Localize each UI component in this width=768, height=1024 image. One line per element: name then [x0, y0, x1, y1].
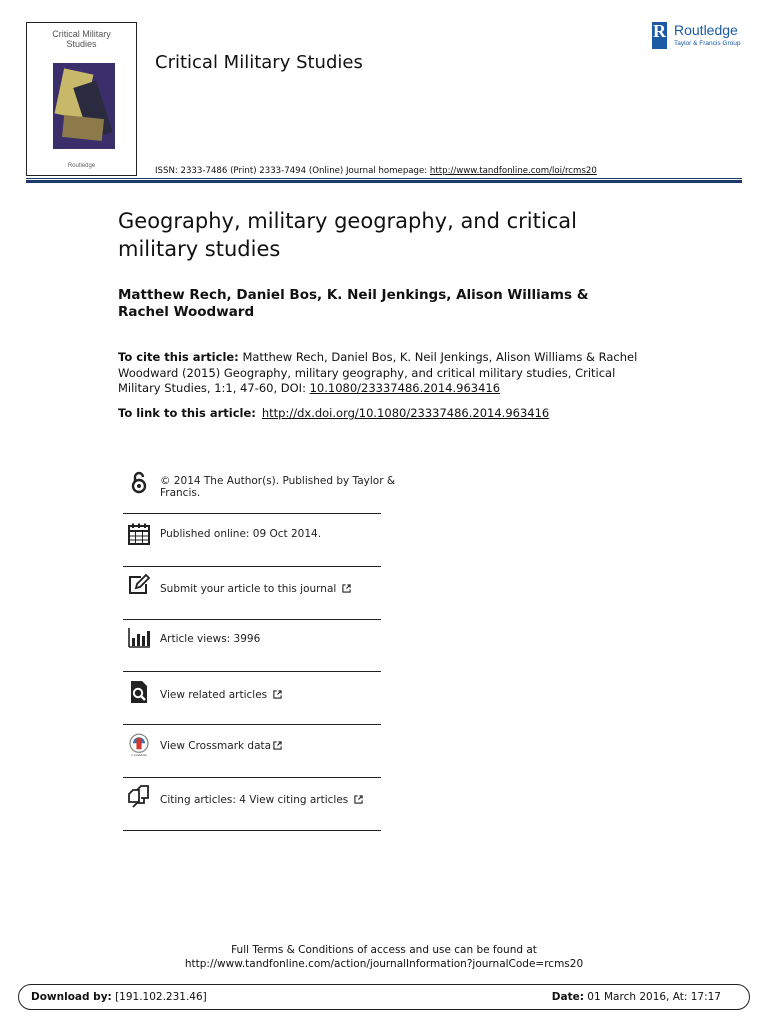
cite-doi-link[interactable]: 10.1080/23337486.2014.963416 — [309, 381, 501, 395]
open-access-row — [123, 468, 396, 514]
submit-article-row[interactable] — [123, 567, 381, 620]
journal-homepage-link[interactable]: http://www.tandfonline.com/loi/rcms20 — [429, 166, 597, 176]
external-link-icon — [342, 584, 351, 593]
related-articles-link[interactable] — [160, 689, 282, 701]
calendar-icon — [127, 522, 151, 546]
download-date — [552, 991, 721, 1003]
article-views-text: Article views: 3996 — [160, 633, 261, 645]
search-document-icon — [127, 680, 151, 704]
related-articles-row[interactable] — [123, 672, 381, 725]
copyright-line-2: Francis. — [160, 487, 201, 499]
submit-article-link[interactable] — [160, 583, 351, 595]
download-label: Download by: — [31, 991, 112, 1003]
journal-cover-image — [26, 22, 137, 176]
issn-text: ISSN: 2333-7486 (Print) 2333-7494 (Online) Journal homepage: — [155, 166, 428, 176]
citing-articles-label: Citing articles: 4 View citing articles — [160, 794, 349, 806]
citing-articles-row[interactable] — [123, 778, 381, 831]
published-online-row — [123, 514, 381, 567]
header-divider-thin — [26, 178, 742, 179]
article-doi-link[interactable]: http://dx.doi.org/10.1080/23337486.2014.963416 — [261, 406, 550, 420]
issn-line — [155, 166, 597, 176]
external-link-icon — [273, 690, 282, 699]
publisher-logo[interactable] — [652, 22, 752, 54]
cover-artwork — [53, 63, 115, 149]
download-by — [31, 991, 207, 1003]
header-divider — [26, 180, 742, 183]
copyright-text — [160, 475, 395, 499]
related-articles-label: View related articles — [160, 689, 268, 701]
publisher-group: Taylor & Francis Group — [674, 40, 741, 47]
terms-notice — [0, 943, 768, 971]
cover-publisher: Routledge — [67, 163, 96, 169]
publisher-name: Routledge — [674, 22, 738, 38]
published-online-text: Published online: 09 Oct 2014. — [160, 528, 322, 540]
external-link-icon — [354, 795, 363, 804]
crossmark-icon — [127, 733, 151, 757]
submit-article-label: Submit your article to this journal — [160, 583, 337, 595]
bar-chart-icon — [127, 626, 151, 650]
routledge-logo-icon: R — [652, 22, 667, 49]
terms-line-1: Full Terms & Conditions of access and use can be found at — [231, 944, 537, 956]
external-link-icon — [273, 741, 282, 750]
edit-icon — [127, 573, 151, 597]
citation-block — [118, 350, 648, 397]
article-views-row — [123, 620, 381, 672]
download-ip: [191.102.231.46] — [115, 991, 207, 1003]
date-label: Date: — [551, 991, 584, 1003]
open-access-icon — [127, 470, 151, 494]
article-authors: Matthew Rech, Daniel Bos, K. Neil Jenkings, Alison Williams & Rachel Woodward — [118, 287, 589, 320]
journal-title: Critical Military Studies — [155, 52, 363, 73]
cite-label: To cite this article: — [118, 350, 239, 364]
citing-icon — [127, 785, 151, 809]
article-link-block — [118, 406, 658, 421]
crossmark-icon-label: CrossMark — [131, 753, 147, 757]
cite-text: Matthew Rech, Daniel Bos, K. Neil Jenkings, Alison Williams & Rachel Woodward (2015) Geography, military geography, and critical military studies, Critical Military Studies, 1:1, 47-60, DOI: — [118, 350, 638, 395]
cover-title: Critical Military Studies — [52, 29, 111, 49]
article-title: Geography, military geography, and critical military studies — [118, 209, 577, 261]
date-value: 01 March 2016, At: 17:17 — [587, 991, 721, 1003]
crossmark-row[interactable] — [123, 725, 381, 778]
crossmark-label: View Crossmark data — [160, 740, 272, 752]
copyright-line-1: © 2014 The Author(s). Published by Taylor & — [160, 475, 396, 487]
citing-articles-link[interactable] — [160, 794, 363, 806]
terms-url[interactable]: http://www.tandfonline.com/action/journalInformation?journalCode=rcms20 — [184, 958, 584, 970]
crossmark-link[interactable] — [160, 740, 282, 752]
download-info-bar — [18, 984, 750, 1010]
link-label: To link to this article: — [118, 406, 256, 420]
